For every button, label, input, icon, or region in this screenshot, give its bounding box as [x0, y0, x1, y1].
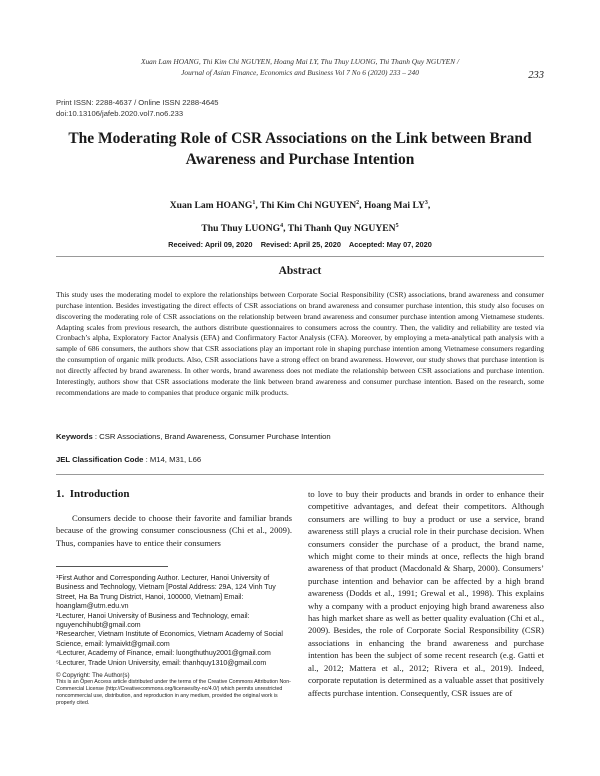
author-1: Xuan Lam HOANG	[169, 200, 253, 212]
intro-paragraph-right: to love to buy their products and brands in order to enhance their competitive advantages, and defeat their competitors. Although consumers are willing to buy a product or use a service, brand awareness still plays a crucial role in their purchase decision. When consumers consider the purchase of a product, the brand name, which might come to their minds at once, reflects the high brand awareness of that product (Macdonald & Sharp, 2000). Consumers’ purchase intention and behavior can be affected by a high brand awareness (Dodds et al., 1991; Grewal et al., 1998). This explains why a company with a product enjoying high brand awareness also has high market share as well as better quality evaluation (Chi et al., 2009). Besides, the role of Corporate Social Responsibility (CSR) associations in enhancing the brand awareness and purchase intention has been the subject of some recent research (e.g. Gatti et al., 2012; Mattera et al., 2012; Rivera et al., 2019). Indeed, corporate reputation is determined as a valuable asset that positively affects purchase intention. Consequently, CSR issues are of	[308, 489, 544, 698]
running-header	[100, 56, 500, 78]
submission-dates: Received: April 09, 2020 Revised: April 25, 2020 Accepted: May 07, 2020	[168, 240, 432, 249]
intro-paragraph-left: Consumers decide to choose their favorite and familiar brands because of the growing consumer consciousness (Chi et al., 2009). Thus, companies have to entice their consumers	[56, 513, 292, 548]
author-4: Thu Thuy LUONG	[201, 223, 281, 235]
keywords-label: Keywords	[56, 432, 93, 441]
author-2: Thi Kim Chi NGUYEN	[259, 200, 357, 212]
footnote-2: ²Lecturer, Hanoi University of Business and Technology, email: nguyenchihubt@gmail.com	[56, 612, 250, 630]
jel-label: JEL Classification Code	[56, 455, 144, 464]
divider-top	[56, 256, 544, 257]
keywords-value: : CSR Associations, Brand Awareness, Consumer Purchase Intention	[94, 432, 331, 441]
author-5-mark: 5	[395, 223, 399, 230]
author-3-mark: 3	[424, 200, 428, 206]
author-list: Xuan Lam HOANG$^1$, Thi Kim Chi NGUYEN$^2$, Hoang Mai $LY^3$, Thu Thuy LUONG$^4$, Thi Thanh Quy NGUYEN$^5$	[169, 200, 431, 235]
running-header-authors: Xuan Lam HOANG, Thi Kim Chi NGUYEN, Hoang Mai LY, Thu Thuy LUONG, Thi Thanh Quy NGUYEN /	[140, 57, 460, 66]
divider-bottom	[56, 474, 544, 475]
footnote-3: ³Researcher, Vietnam Institute of Economics, Vietnam Academy of Social Science, email: lymaivkt@gmail.com	[56, 631, 283, 648]
issn-block	[56, 97, 219, 119]
footnote-1: ¹First Author and Corresponding Author. Lecturer, Hanoi University of Business and Technology, Vietnam [Postal Address: 29A, 124 Vinh Tuy Street, Ha Ba Trung District, Hanoi, 100000, Vietnam] Email: hoanglam@utm.edu.vn	[56, 575, 276, 611]
running-header-journal: Journal of Asian Finance, Economics and Business Vol 7 No 6 (2020) 233 – 240	[181, 68, 419, 77]
author-5: Thi Thanh Quy NGUYEN	[287, 223, 396, 235]
title-line-1: The Moderating Role of CSR Associations on the Link between Brand	[68, 130, 532, 147]
issn-line: Print ISSN: 2288-4637 / Online ISSN 2288-4645	[56, 98, 219, 107]
abstract-heading: Abstract	[278, 265, 322, 277]
footnotes	[56, 574, 292, 668]
jel-codes	[56, 455, 544, 464]
abstract-body: This study uses the moderating model to explore the relationships between Corporate Social Responsibility (CSR) associations, brand awareness and consumer purchase intention. Besides investigating the direct effects of CSR associations on brand awareness and consumer purchase intention, this study also focuses on discovering the moderating role of CSR associations on the relationship between brand awareness and consumer purchase intention among Vietnamese students. Adapting scales from previous research, the authors distribute questionnaires to consumers across the country. Then, the validity and reliability are tested via Cronbach’s alpha, Exploratory Factor Analysis (EFA) and Confirmatory Factor Analysis (CFA). Moreover, by employing a meta-analytical path analysis with a sample of 686 consumers, the authors show that CSR associations play an important role in shaping purchase intention among Vietnamese consumers regarding the consumption of organic milk products. Also, CSR associations have a strong effect on brand awareness. However, our study shows that purchase intention is not directly affected by brand awareness. In other words, brand awareness does not mediate the relationship between CSR associations and purchase intention. Interestingly, authors show that CSR associations moderate the link between brand awareness and consumer purchase intention. Based on the research, some recommendations are made to companies that produce organic milk products.	[56, 290, 544, 397]
jel-value: : M14, M31, L66	[145, 455, 202, 464]
keywords	[56, 432, 544, 441]
footnote-4: ⁴Lecturer, Academy of Finance, email: luongthuthuy2001@gmail.com	[56, 650, 271, 658]
author-4-mark: 4	[280, 223, 284, 230]
footnote-5: ⁵Lecturer, Trade Union University, email: thanhquy1310@gmail.com	[56, 659, 267, 667]
copyright-notice	[56, 672, 292, 707]
license-text: This is an Open Access article distributed under the terms of the Creative Commons Attribution Non-Commercial License (http://Creativecommons.org/licenses/by-nc/4.0/) which permits unrestricted noncommercial use, distribution, and reproduction in any medium, provided the original work is properly cited.	[56, 679, 291, 707]
page-number: 233	[528, 70, 544, 81]
doi-line: doi:10.13106/jafeb.2020.vol7.no6.233	[56, 109, 184, 118]
author-2-mark: 2	[356, 200, 360, 206]
author-1-mark: 1	[252, 200, 256, 206]
title-line-2: Awareness and Purchase Intention	[185, 151, 415, 168]
section-heading-introduction: 1. Introduction	[56, 488, 130, 500]
copyright-line: © Copyright: The Author(s)	[56, 672, 130, 679]
author-3: Hoang Mai LY	[363, 200, 425, 212]
paper-title	[56, 128, 544, 170]
footnote-rule	[56, 566, 168, 567]
